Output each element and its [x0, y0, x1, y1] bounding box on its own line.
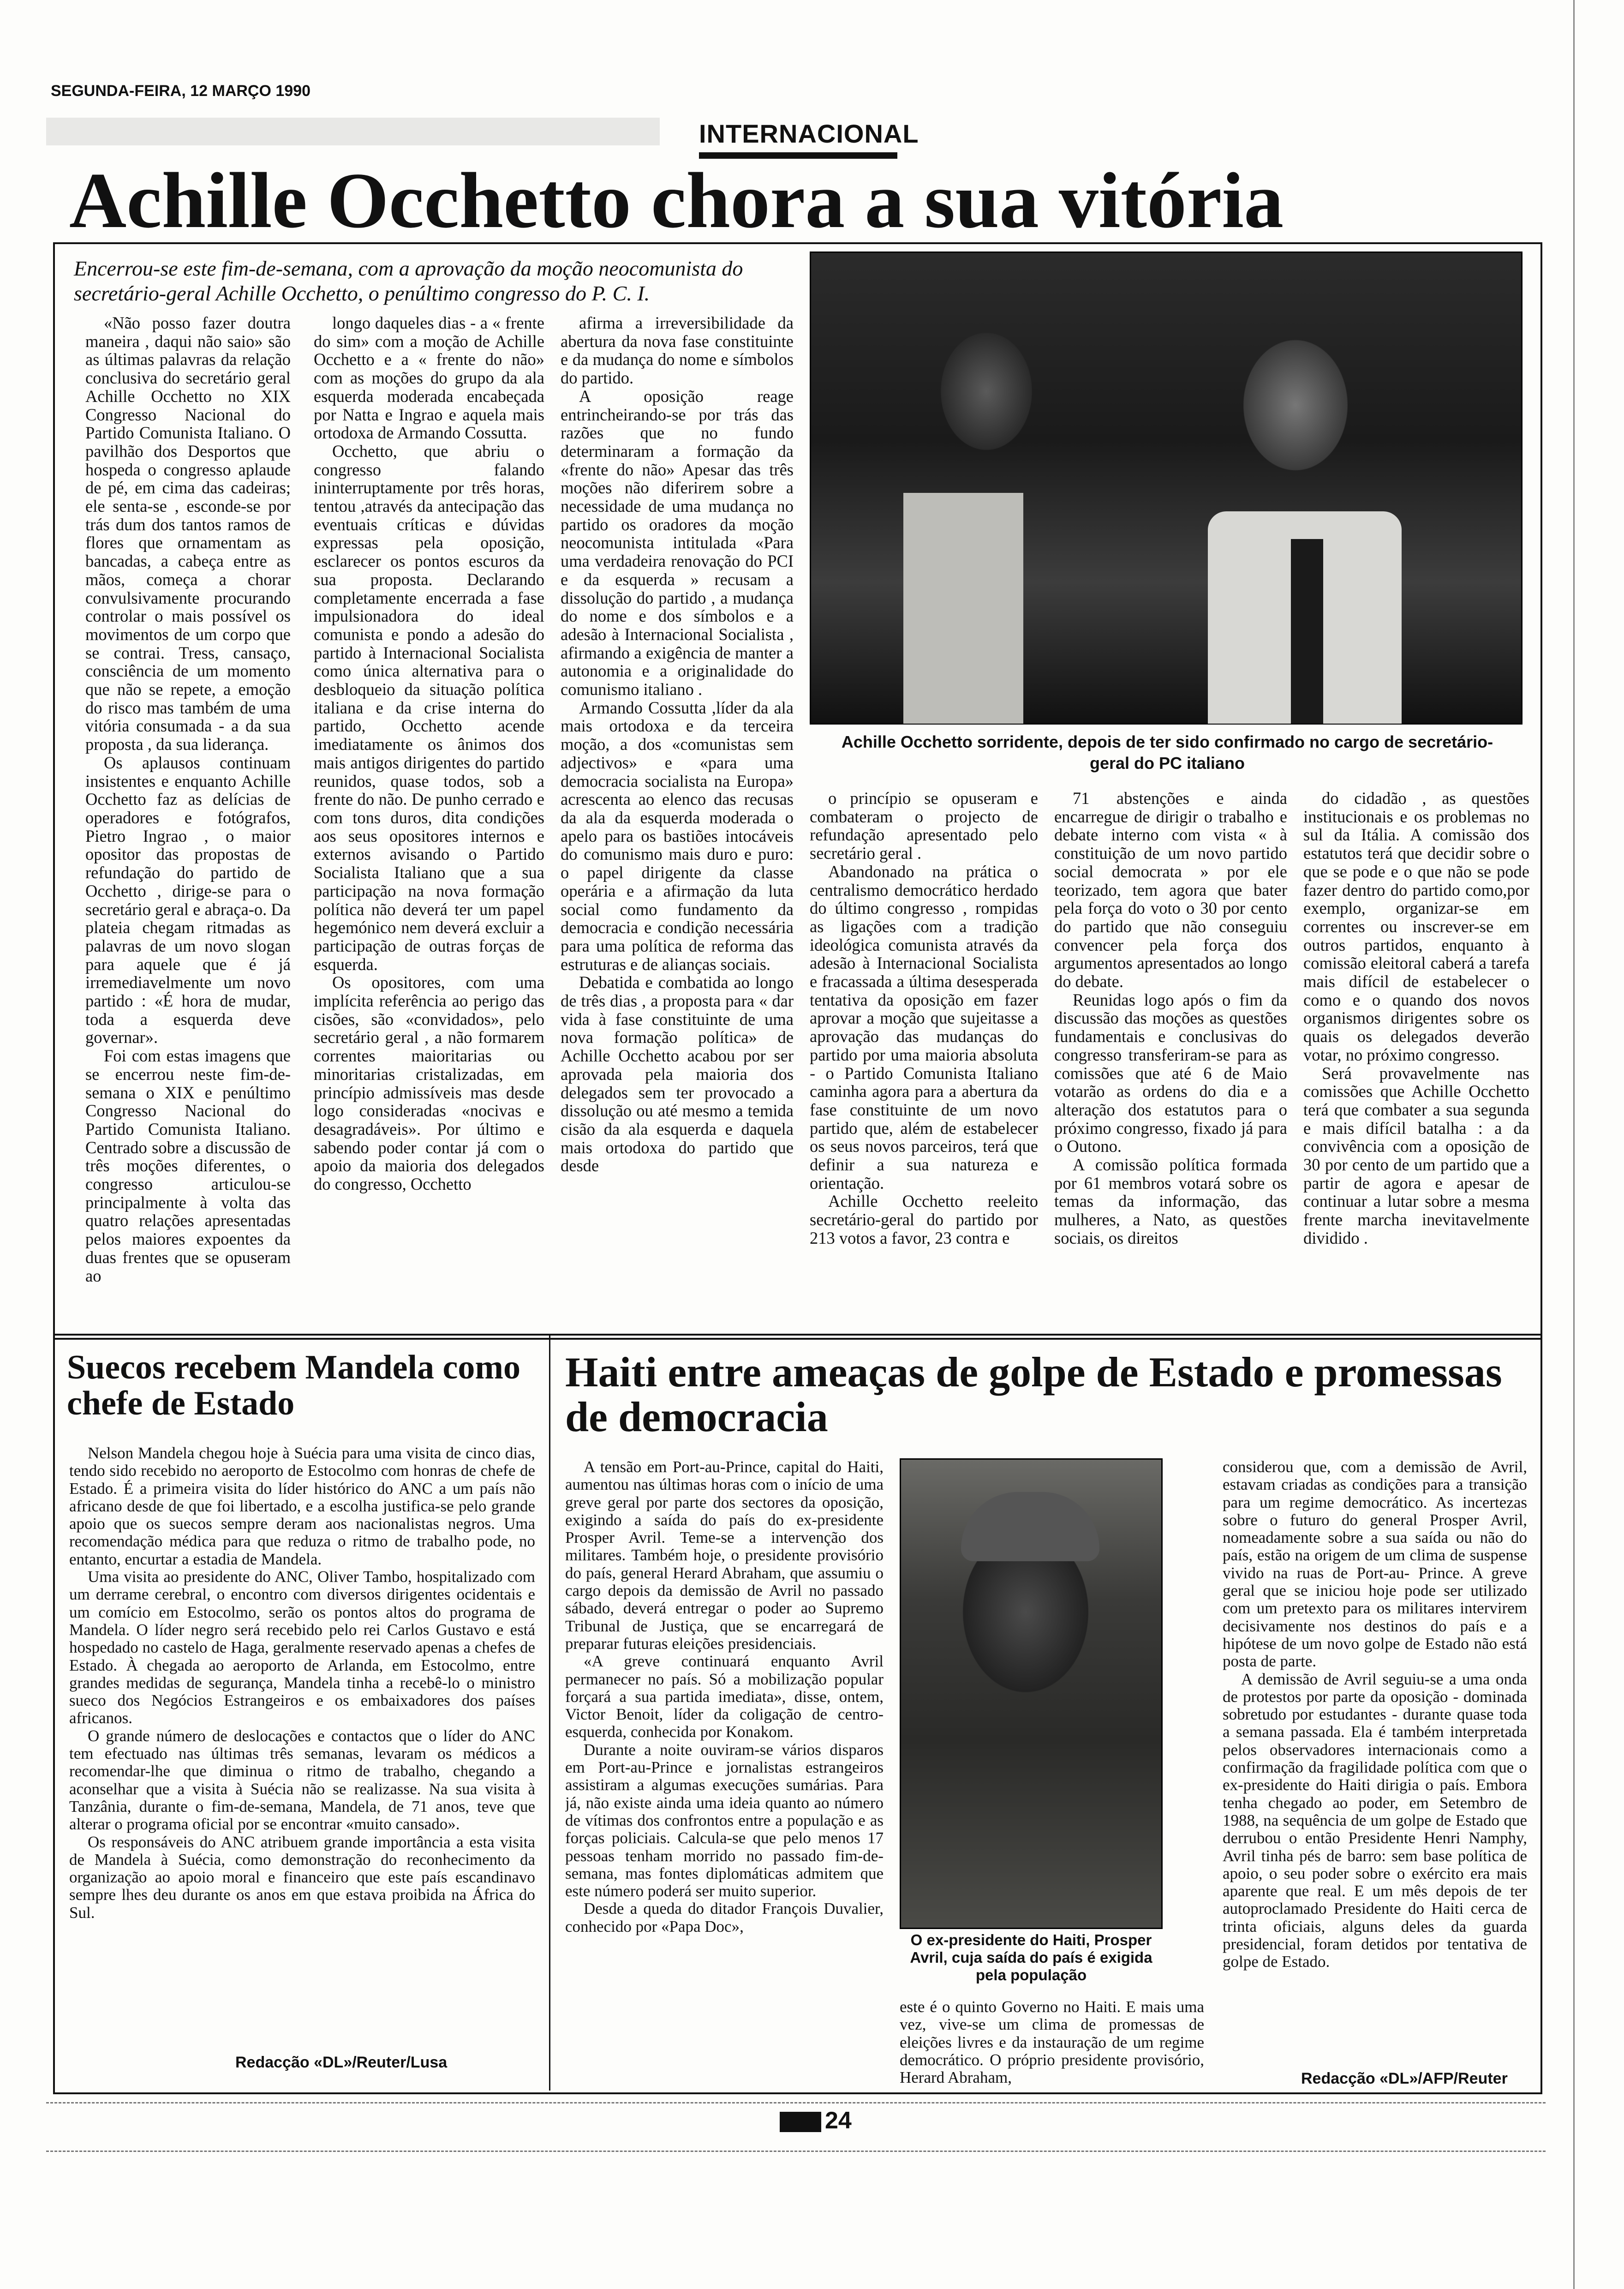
paragraph: o princípio se opuseram e combateram o projecto de refundação apresentado pelo secretário geral . [810, 789, 1038, 863]
mandela-body [69, 1444, 535, 2049]
main-lead: Encerrou-se este fim-de-semana, com a aprovação da moção neocomunista do secretário-geral Achille Occhetto, o penúltimo congresso do P. C. I. [74, 257, 743, 305]
paragraph: 71 abstenções e ainda encarregue de dirigir o trabalho e debate interno com vista « à constituição de um novo partido social democrata » por ele teorizado, tem agora que bater pela força do voto o 30 por cento do partido que não conseguiu convencer pela força dos argumentos apresentados ao longo do debate. [1054, 789, 1287, 991]
paragraph: Os responsáveis do ANC atribuem grande importância a esta visita de Mandela à Suécia, como demonstração do reconhecimento da organização ao apoio moral e financeiro que este país escandinavo sempre lhes deu durante os anos em que estava proibida na África do Sul. [69, 1833, 535, 1922]
paragraph: Uma visita ao presidente do ANC, Oliver Tambo, hospitalizado com um derrame cerebral, o encontro com diversos dirigentes ocidentais e um comício em Estocolmo, serão os pontos altos do programa de Mandela. O líder negro será recebido pelo rei Carlos Gustavo e está hospedado no castelo de Haga, geralmente reservado apenas a chefes de Estado. À chegada ao aeroporto de Arlanda, em Estocolmo, entre grandes medidas de segurança, Mandela tinha a recebê-lo o ministro sueco dos Negócios Estrangeiros e os embaixadores dos países africanos. [69, 1568, 535, 1727]
paragraph: Occhetto, que abriu o congresso falando ininterruptamente por três horas, tentou ,através da antecipação das eventuais críticas e dúvidas expressas pela oposição, esclarecer os pontos escuros da sua proposta. Declarando completamente encerrada a fase impulsionadora do ideal comunista e pondo a adesão do partido à Internacional Socialista como única alternativa para o desbloqueio da situação política italiana e da crise interna do partido, Occhetto acende imediatamente os ânimos dos mais antigos dirigentes do partido reunidos, quase todos, sob a frente do não. De punho cerrado e com tons duros, dita condições aos seus opositores internos e externos avisando o Partido Socialista Italiano que a sua participação na nova formação política não deverá ter um papel hegemónico nem deverá excluir a participação de outras forças de esquerda. [314, 441, 544, 974]
main-column-1 [85, 314, 291, 1320]
paragraph: «Não posso fazer doutra maneira , daqui não saio» são as últimas palavras da relação conclusiva do secretário geral Achille Occhetto no XIX Congresso Nacional do Partido Comunista Italiano. O pavilhão dos Desportos que hospeda o congresso aplaude de pé, em cima das cadeiras; ele senta-se , esconde-se por trás dum dos tantos ramos de flores que ornamentam as bancadas, a cabeça entre as mãos, começa a chorar convulsivamente procurando controlar o mais possível os movimentos de um corpo que se contrai. Tress, cansaço, consciência de um momento que não se repete, a emoção do risco mas também de uma vitória consumada - a da sua proposta , da sua liderança. [85, 314, 291, 754]
paragraph: do cidadão , as questões institucionais e os problemas no sul da Itália. A comissão dos estatutos terá que decidir sobre o que se pode e o que não se pode fazer dentro do partido como,por exemplo, organizar-se em correntes ou inscrever-se em outros partidos, enquanto à comissão eleitoral caberá a tarefa mais difícil de estabelecer o como e o quando dos novos organismos dirigentes sobre os quais os delegados deverão votar, no próximo congresso. [1303, 789, 1529, 1064]
occhetto-photo-caption: Achille Occhetto sorridente, depois de ter sido confirmado no cargo de secretário-geral do PC italiano [841, 732, 1493, 773]
haiti-credit: Redacção «DL»/AFP/Reuter [1301, 2070, 1508, 2087]
paragraph: Armando Cossutta ,líder da ala mais ortodoxa e da terceira moção, a dos «comunistas sem adjectivos» e «para uma democracia socialista na Europa» acrescenta ao elenco das recusas da ala da esquerda moderada o apelo para os bastiões intocáveis do comunismo mais duro e puro: o papel dirigente da classe operária e a afirmação da luta social como fundamento da democracia e condição necessária para uma política de reforma das estruturas e de alianças sociais. [561, 698, 794, 974]
paragraph: Debatida e combatida ao longo de três dias , a proposta para « dar vida à fase constituinte de uma nova formação política» de Achille Occhetto acabou por ser aprovada pela maioria dos delegados sem ter provocado a dissolução ou até mesmo a temida cisão da ala esquerda e daquela mais ortodoxa do partido que desde [561, 973, 794, 1175]
paragraph: «A greve continuará enquanto Avril permanecer no país. Só a mobilização popular forçará a sua partida imediata», disse, ontem, Victor Benoit, líder da coligação de centro-esquerda, conhecida por Konakom. [565, 1652, 884, 1741]
paragraph: O grande número de deslocações e contactos que o líder do ANC tem efectuado nas últimas três semanas, levaram os médicos a recomendar-lhe que diminua o ritmo de trabalho, chegando a aconselhar que a visita à Suécia não se realizasse. Na sua visita à Tanzânia, durante o fim-de-semana, Mandela, de 71 anos, teve que alterar o programa oficial por se encontrar «muito cansado». [69, 1726, 535, 1834]
mandela-credit: Redacção «DL»/Reuter/Lusa [235, 2054, 448, 2071]
paragraph: Os aplausos continuam insistentes e enquanto Achille Occhetto faz as delícias de operadores e fotógrafos, Pietro Ingrao , o maior opositor das propostas de refundação do partido de Occhetto , dirige-se para o secretário geral e abraça-o. Da plateia chegam ritmadas as palavras de um novo slogan para aquele que é já irremediavelmente um novo partido : «É hora de mudar, toda a esquerda deve governar». [85, 753, 291, 1047]
paragraph: Reunidas logo após o fim da discussão das moções as questões fundamentais e conclusivas do congresso transferiram-se para as comissões que até 6 de Maio votarão as ordens do dia e a alteração dos estatutos para o próximo congresso, fixado já para o Outono. [1054, 990, 1287, 1156]
paragraph: longo daqueles dias - a « frente do sim» com a moção de Achille Occhetto e a « frente do não» com as moções do grupo da ala esquerda moderada encabeçada por Natta e Ingrao e aquela mais ortodoxa de Armando Cossutta. [314, 314, 544, 443]
main-headline: Achille Occhetto chora a sua vitória [69, 157, 1284, 245]
paragraph: Foi com estas imagens que se encerrou neste fim-de-semana o XIX e penúltimo Congresso Nacional do Partido Comunista Italiano. Centrado sobre a discussão de três moções diferentes, o congresso articulou-se principalmente à volta das quatro relações apresentadas pelos maiores expoentes da duas frentes que se opuseram ao [85, 1046, 291, 1285]
footer-rule [46, 2102, 1546, 2103]
haiti-column-1 [565, 1458, 884, 2095]
haiti-column-3 [1223, 1458, 1527, 2095]
dateline: SEGUNDA-FEIRA, 12 MARÇO 1990 [51, 82, 311, 100]
paragraph: Os opositores, com uma implícita referência ao perigo das cisões, são «convidados», pelo secretário geral , a não formarem correntes maioritarias ou minoritarias cristalizadas, em princípio admissíveis mas desde logo consideradas «nocivas e desagradáveis». Por último e sabendo poder contar já com o apoio da maioria dos delegados do congresso, Occhetto [314, 973, 544, 1194]
main-column-6 [1303, 789, 1529, 1320]
paragraph: A demissão de Avril seguiu-se a uma onda de protestos por parte da oposição - dominada sobretudo por estudantes - durante quase toda a semana passada. Ela é também interpretada pelos observadores internacionais como a confirmação da fragilidade política com que o ex-presidente do Haiti dirigia o país. Embora tenha chegado ao poder, em Setembro de 1988, na sequência de um golpe de Estado que derrubou o então Presidente Henri Namphy, Avril tinha pés de barro: sem base política de apoio, o seu poder sobre o exército era mais aparente que real. E um mês depois de ter autoproclamado Presidente do Haiti cerca de trinta oficiais, alguns deles da guarda presidencial, foram detidos por tentativa de golpe de Estado. [1223, 1670, 1527, 1971]
avril-photo-caption: O ex-presidente do Haiti, Prosper Avril, cuja saída do país é exigida pela população [910, 1931, 1152, 1983]
paragraph: A comissão política formada por 61 membros votará sobre os temas da informação, das mulheres, a Nato, as questões sociais, os direitos [1054, 1155, 1287, 1247]
paragraph: Será provavelmente nas comissões que Achille Occhetto terá que combater a sua segunda e mais difícil batalha : a da convivência com a oposição de 30 por cento de um partido que a partir de agora e apesar de continuar a lutar sobre a mesma frente marcha inevitavelmente dividido . [1303, 1063, 1529, 1247]
mandela-headline: Suecos recebem Mandela como chefe de Estado [67, 1348, 521, 1422]
newspaper-logo-icon [780, 2112, 821, 2132]
paragraph: considerou que, com a demissão de Avril, estavam criadas as condições para a transição para um regime democrático. As incertezas sobre o futuro do general Prosper Avril, nomeadamente sobre a sua saída ou não do país, estão na origem de um clima de suspense vivido na ruas de Port-au- Prince. A greve geral que se iniciou hoje pode ser utilizado com um pretexto para os militares intervirem decisivamente nos destinos do país e a hipótese de um novo golpe de Estado não está posta de parte. [1223, 1458, 1527, 1671]
paragraph: este é o quinto Governo no Haiti. E mais uma vez, vive-se um clima de promessas de eleições livres e da instauração de um regime democrático. O próprio presidente provisório, Herard Abraham, [900, 1998, 1204, 2087]
main-column-3 [561, 314, 794, 1320]
paragraph: Durante a noite ouviram-se vários disparos em Port-au-Prince e jornalistas estrangeiros assistiram a algumas execuções sumárias. Para já, não existe ainda uma ideia quanto ao número de vítimas dos confrontos entre a população e as forças policiais. Calcula-se que pelo menos 17 pessoas tenham morrido no passado fim-de-semana, mas fontes diplomáticas admitem que este número poderá ser muito superior. [565, 1740, 884, 1900]
paragraph: A tensão em Port-au-Prince, capital do Haiti, aumentou nas últimas horas com o início de uma greve geral por parte dos sectores da oposição, exigindo a saída do país do ex-presidente Prosper Avril. Teme-se a intervenção dos militares. Também hoje, o presidente provisório do país, general Herard Abraham, que assumiu o cargo depois da demissão de Avril no passado sábado, deverá entregar o poder ao Supremo Tribunal de Justiça, que se encarregará de preparar futuras eleições presidenciais. [565, 1458, 884, 1653]
haiti-column-2 [900, 1998, 1204, 2091]
footer-rule-2 [46, 2151, 1546, 2152]
bleed-through-shading [46, 118, 660, 145]
haiti-headline: Haiti entre ameaças de golpe de Estado e promessas de democracia [565, 1348, 1502, 1440]
paragraph: Desde a queda do ditador François Duvalier, conhecido por «Papa Doc», [565, 1900, 884, 1935]
paragraph: A oposição reage entrincheirando-se por trás das razões que no fundo determinaram a formação da «frente do não» Apesar das três moções não diferirem sobre a necessidade de uma mudança no partido os oradores da moção neocomunista intitulada «Para uma verdadeira renovação do PCI e da esquerda » recusam a dissolução do partido , a mudança do nome e dos símbolos e a adesão à Internacional Socialista , afirmando a exigência de manter a autonomia e a originalidade do comunismo italiano . [561, 386, 794, 699]
occhetto-photo [810, 252, 1522, 725]
section-label: INTERNACIONAL [699, 115, 897, 159]
avril-photo [900, 1458, 1163, 1929]
paragraph: Achille Occhetto reeleito secretário-geral do partido por 213 votos a favor, 23 contra e [810, 1192, 1038, 1247]
column-divider [549, 1334, 550, 2091]
main-column-4 [810, 789, 1038, 1320]
paragraph: Nelson Mandela chegou hoje à Suécia para uma visita de cinco dias, tendo sido recebido no aeroporto de Estocolmo com honras de chefe de Estado. É a primeira visita do líder histórico do ANC a um país não africano desde de que foi libertado, e a escolha justifica-se pelo grande apoio que os suecos sempre deram aos nacionalistas negros. Uma recomendação médica para que reduza o ritmo de trabalho pode, no entanto, encurtar a estadia de Mandela. [69, 1444, 535, 1568]
paragraph: afirma a irreversibilidade da abertura da nova fase constituinte e da mudança do nome e símbolos do partido. [561, 314, 794, 388]
main-column-2 [314, 314, 544, 1320]
page-number: 24 [825, 2107, 852, 2134]
paragraph: Abandonado na prática o centralismo democrático herdado do último congresso , rompidas as ligações com a tradição ideológica comunista através da adesão à Internacional Socialista e fracassada a última desesperada tentativa da oposição em fazer aprovar a moção que sujeitasse a aprovação das mudanças do partido por uma maioria absoluta - o Partido Comunista Italiano caminha agora para a abertura da fase constituinte de um novo partido que, além de estabelecer os seus novos parceiros, terá que definir a sua natureza e orientação. [810, 862, 1038, 1192]
page-footer [780, 2107, 852, 2134]
page-edge-rule [1573, 0, 1575, 2289]
main-column-5 [1054, 789, 1287, 1320]
